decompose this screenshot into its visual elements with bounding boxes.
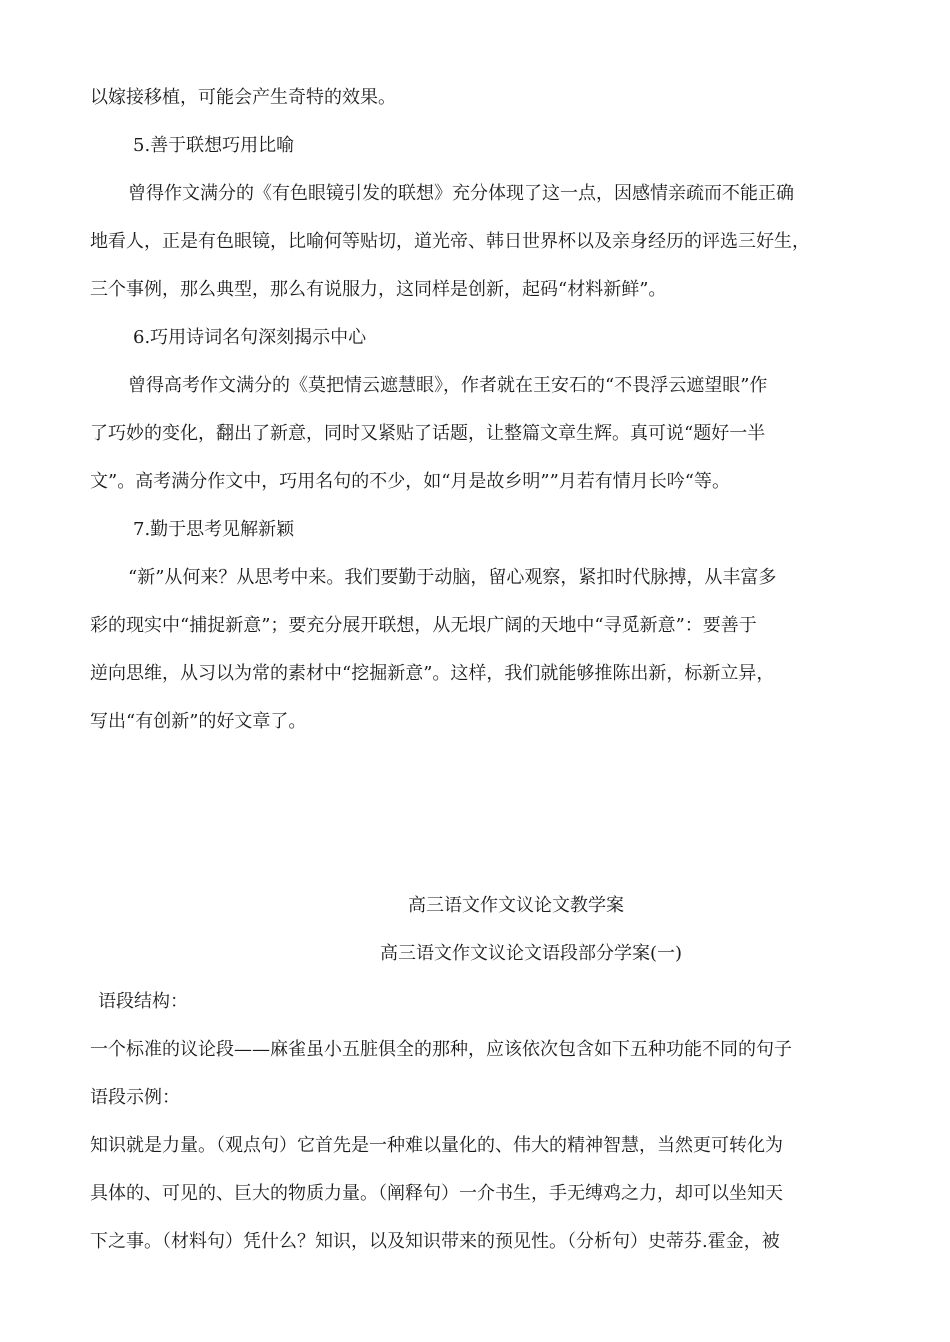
paragraph-line: 了巧妙的变化，翻出了新意，同时又紧贴了话题，让整篇文章生辉。真可说“题好一半 xyxy=(90,423,766,444)
structure-label: 语段结构： xyxy=(98,991,188,1012)
paragraph-line: 写出“有创新”的好文章了。 xyxy=(90,711,307,732)
paragraph-line: 彩的现实中“捕捉新意”；要充分展开联想，从无垠广阔的天地中“寻觅新意”：要善于 xyxy=(90,615,757,636)
paragraph-line: 一个标准的议论段——麻雀虽小五脏俱全的那种，应该依次包含如下五种功能不同的句子 xyxy=(90,1039,792,1060)
section-heading-6: 6.巧用诗词名句深刻揭示中心 xyxy=(133,327,367,348)
paragraph-line: 曾得高考作文满分的《莫把情云遮慧眼》，作者就在王安石的“不畏浮云遮望眼”作 xyxy=(128,375,768,396)
paragraph-line: 曾得作文满分的《有色眼镜引发的联想》充分体现了这一点，因感情亲疏而不能正确 xyxy=(128,183,794,204)
paragraph-line: 以嫁接移植，可能会产生奇特的效果。 xyxy=(90,87,396,108)
example-line: 具体的、可见的、巨大的物质力量。（阐释句）一介书生，手无缚鸡之力，却可以坐知天 xyxy=(90,1183,783,1204)
page-title: 高三语文作文议论文教学案 xyxy=(408,895,624,916)
paragraph-line: “新”从何来？从思考中来。我们要勤于动脑，留心观察，紧扣时代脉搏，从丰富多 xyxy=(128,567,777,588)
page-subtitle: 高三语文作文议论文语段部分学案(一) xyxy=(380,943,683,964)
section-heading-7: 7.勤于思考见解新颖 xyxy=(133,519,295,540)
paragraph-line: 地看人，正是有色眼镜，比喻何等贴切，道光帝、韩日世界杯以及亲身经历的评选三好生， xyxy=(90,231,810,252)
example-label: 语段示例： xyxy=(90,1087,180,1108)
example-line: 知识就是力量。（观点句）它首先是一种难以量化的、伟大的精神智慧，当然更可转化为 xyxy=(90,1135,783,1156)
paragraph-line: 逆向思维，从习以为常的素材中“挖掘新意”。这样，我们就能够推陈出新，标新立异， xyxy=(90,663,775,684)
section-heading-5: 5.善于联想巧用比喻 xyxy=(133,135,295,156)
example-line: 下之事。（材料句）凭什么？知识，以及知识带来的预见性。（分析句）史蒂芬.霍金，被 xyxy=(90,1231,780,1252)
paragraph-line: 文”。高考满分作文中，巧用名句的不少，如“月是故乡明””月若有情月长吟“等。 xyxy=(90,471,731,492)
paragraph-line: 三个事例，那么典型，那么有说服力，这同样是创新，起码“材料新鲜”。 xyxy=(90,279,667,300)
